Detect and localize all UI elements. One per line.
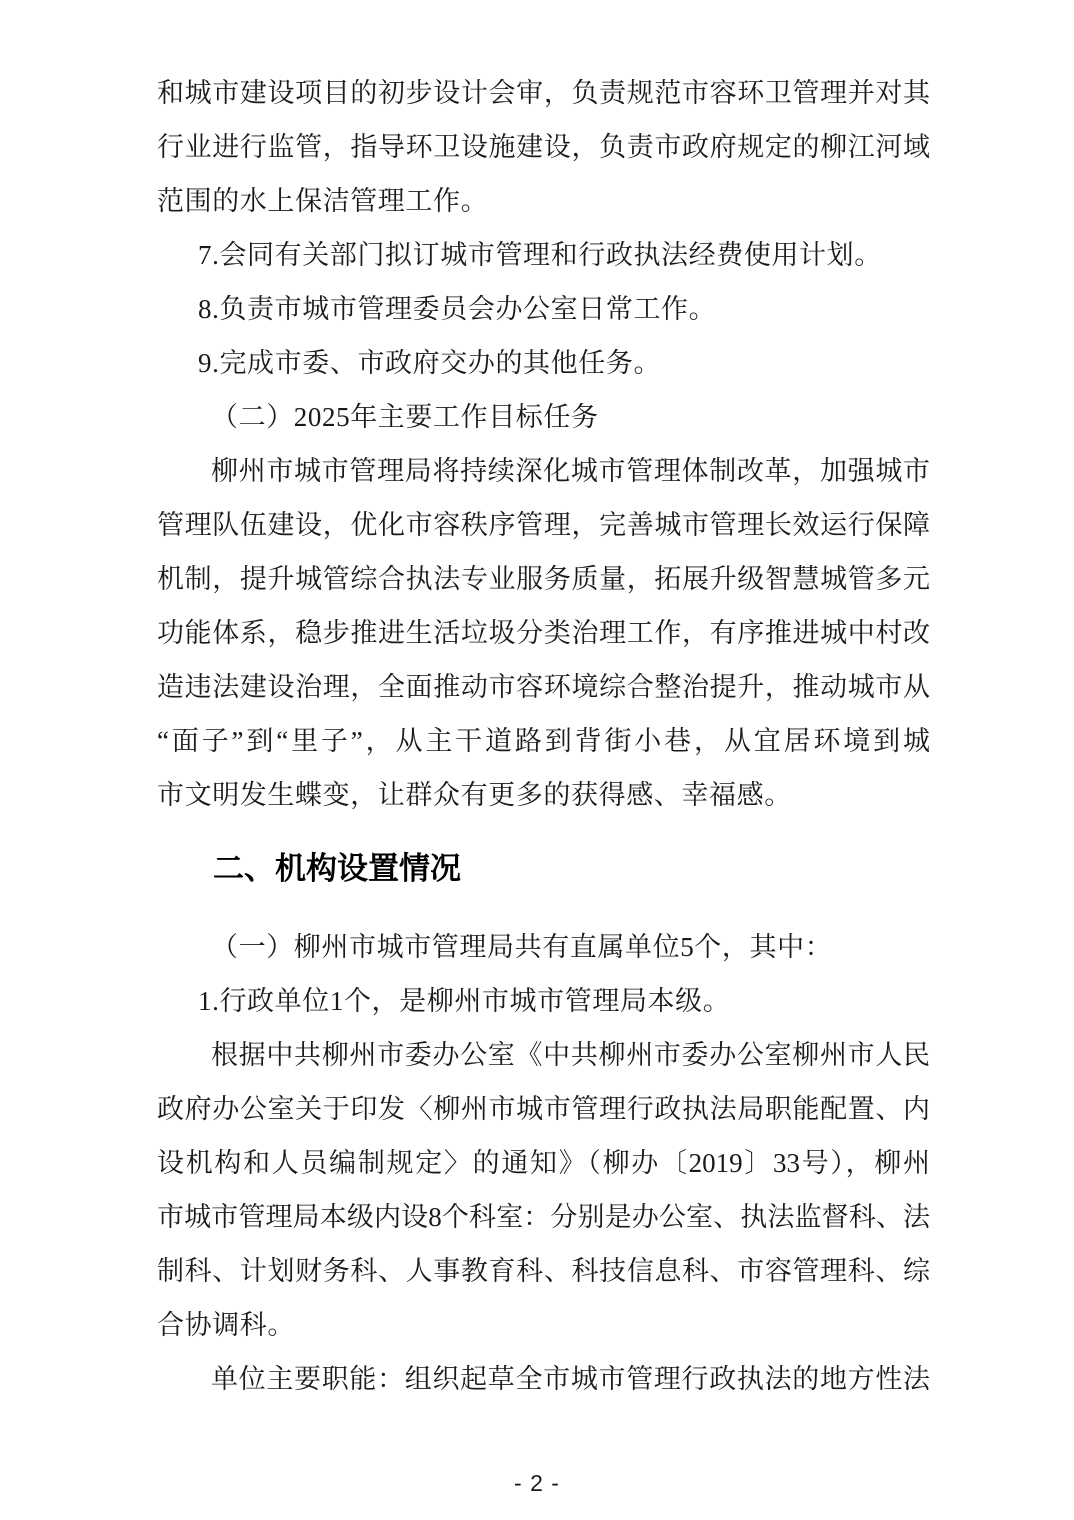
body-line: 8.负责市城市管理委员会办公室日常工作。 [198, 294, 717, 324]
document-body [157, 66, 930, 1406]
body-line: 政府办公室关于印发〈柳州市城市管理行政执法局职能配置、内 [157, 1094, 930, 1124]
section-heading: 二、机构设置情况 [213, 851, 461, 886]
body-line: 根据中共柳州市委办公室《中共柳州市委办公室柳州市人民 [211, 1040, 930, 1070]
body-line: 行业进行监管，指导环卫设施建设，负责市政府规定的柳江河域 [157, 132, 930, 162]
body-line: 机制，提升城管综合执法专业服务质量，拓展升级智慧城管多元 [157, 564, 930, 594]
body-line: 管理队伍建设，优化市容秩序管理，完善城市管理长效运行保障 [157, 510, 930, 540]
body-line: 市城市管理局本级内设8个科室：分别是办公室、执法监督科、法 [157, 1202, 930, 1232]
body-line: 市文明发生蝶变，让群众有更多的获得感、幸福感。 [157, 780, 792, 810]
body-line: 和城市建设项目的初步设计会审，负责规范市容环卫管理并对其 [157, 78, 930, 108]
body-line: 设机构和人员编制规定〉的通知》（柳办〔2019〕33号），柳州 [157, 1148, 930, 1178]
body-line: （二）2025年主要工作目标任务 [211, 402, 599, 432]
body-line: 制科、计划财务科、人事教育科、科技信息科、市容管理科、综 [157, 1256, 930, 1286]
body-line: （一）柳州市城市管理局共有直属单位5个，其中： [211, 932, 833, 962]
body-line: 范围的水上保洁管理工作。 [157, 186, 489, 216]
body-line: 1.行政单位1个，是柳州市城市管理局本级。 [198, 986, 731, 1016]
body-line: 单位主要职能：组织起草全市城市管理行政执法的地方性法 [211, 1364, 930, 1394]
body-line: 7.会同有关部门拟订城市管理和行政执法经费使用计划。 [198, 240, 882, 270]
body-line: 功能体系，稳步推进生活垃圾分类治理工作，有序推进城中村改 [157, 618, 930, 648]
body-line: 柳州市城市管理局将持续深化城市管理体制改革，加强城市 [211, 456, 930, 486]
body-line: “面子”到“里子”，从主干道路到背街小巷，从宜居环境到城 [157, 726, 930, 756]
body-line: 合协调科。 [157, 1310, 295, 1340]
page-number: - 2 - [514, 1470, 560, 1496]
body-line: 9.完成市委、市政府交办的其他任务。 [198, 348, 662, 378]
body-line: 造违法建设治理，全面推动市容环境综合整治提升，推动城市从 [157, 672, 930, 702]
